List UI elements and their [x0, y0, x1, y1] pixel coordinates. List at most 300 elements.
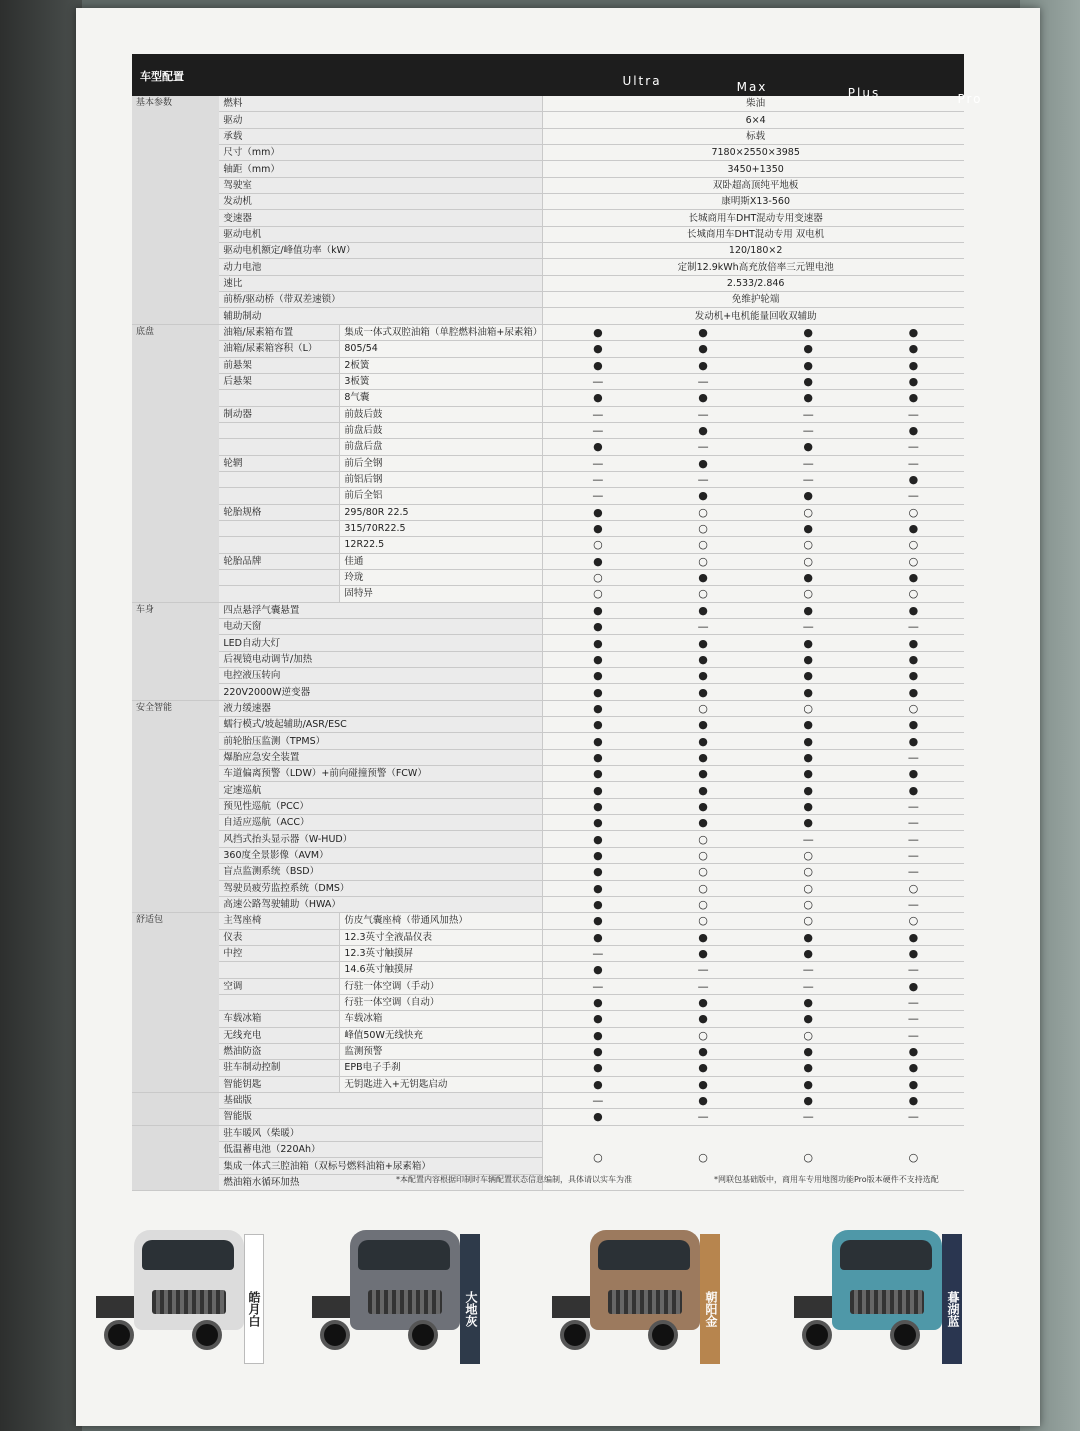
table-row — [132, 439, 964, 455]
table-row — [132, 275, 964, 291]
table-row — [132, 798, 964, 814]
config-item: 车道偏离预警（LDW）+前向碰撞预警（FCW） — [219, 766, 542, 782]
availability-mark-pro: ● — [859, 373, 964, 389]
table-row — [132, 896, 964, 912]
availability-mark-pro: — — [859, 815, 964, 831]
param-value: 康明斯X13-560 — [543, 194, 964, 210]
availability-mark-ultra: ● — [543, 390, 649, 406]
availability-mark-ultra: ● — [543, 635, 649, 651]
availability-mark-ultra: ● — [543, 880, 649, 896]
truck-grille — [850, 1290, 924, 1314]
param-name: 变速器 — [219, 210, 542, 226]
availability-mark-plus: ● — [754, 798, 859, 814]
availability-mark-plus: ● — [754, 569, 859, 585]
availability-mark-ultra: ● — [543, 700, 649, 716]
table-row — [132, 651, 964, 667]
availability-mark-pro: — — [859, 455, 964, 471]
config-item: 220V2000W逆变器 — [219, 684, 542, 700]
availability-mark-max: — — [649, 962, 754, 978]
availability-mark-max: — — [649, 1109, 754, 1125]
availability-mark-plus: ○ — [754, 586, 859, 602]
availability-mark-max: ● — [649, 1076, 754, 1092]
availability-mark-max: — — [649, 439, 754, 455]
availability-mark-max: ● — [649, 1060, 754, 1076]
table-row — [132, 553, 964, 569]
availability-mark-plus: ● — [754, 1043, 859, 1059]
table-row — [132, 145, 964, 161]
config-group — [219, 569, 340, 585]
availability-mark-pro: ● — [859, 357, 964, 373]
availability-mark-ultra: — — [543, 488, 649, 504]
color-name-label: 暮湖蓝 — [942, 1234, 962, 1364]
availability-mark-plus: — — [754, 1109, 859, 1125]
table-row — [132, 504, 964, 520]
config-item: 爆胎应急安全装置 — [219, 749, 542, 765]
availability-mark-ultra: ● — [543, 929, 649, 945]
config-option: 车载冰箱 — [340, 1011, 543, 1027]
table-row — [132, 537, 964, 553]
availability-mark-pro: — — [859, 847, 964, 863]
availability-mark-max: ● — [649, 422, 754, 438]
availability-mark-plus: ● — [754, 602, 859, 618]
availability-mark-max: ○ — [649, 880, 754, 896]
availability-mark-plus: ● — [754, 324, 859, 340]
table-row — [132, 684, 964, 700]
config-item: 电动天窗 — [219, 619, 542, 635]
availability-mark-plus: ● — [754, 945, 859, 961]
param-value: 7180×2550×3985 — [543, 145, 964, 161]
table-row — [132, 308, 964, 324]
availability-mark-ultra: — — [543, 373, 649, 389]
availability-mark-max: ○ — [649, 1027, 754, 1043]
param-value: 6×4 — [543, 112, 964, 128]
availability-mark-ultra: ● — [543, 749, 649, 765]
availability-mark-pro: — — [859, 962, 964, 978]
table-row — [132, 96, 964, 112]
availability-mark-plus: ● — [754, 782, 859, 798]
availability-mark-ultra: ● — [543, 717, 649, 733]
table-row — [132, 700, 964, 716]
truck-grille — [608, 1290, 682, 1314]
availability-mark-pro: ● — [859, 766, 964, 782]
availability-mark-ultra: ● — [543, 520, 649, 536]
availability-mark-pro: ● — [859, 422, 964, 438]
availability-mark-ultra: ● — [543, 684, 649, 700]
availability-mark-plus: ● — [754, 815, 859, 831]
availability-mark-pro: — — [859, 749, 964, 765]
availability-mark-pro: ● — [859, 668, 964, 684]
table-row — [132, 324, 964, 340]
availability-mark-pro: — — [859, 439, 964, 455]
model-ultra: Ultra — [622, 74, 662, 88]
truck-windshield — [598, 1240, 690, 1270]
availability-mark-max: ● — [649, 488, 754, 504]
model-pro: Pro — [957, 92, 983, 106]
availability-mark-ultra: ● — [543, 864, 649, 880]
param-value: 标载 — [543, 128, 964, 144]
availability-mark-ultra: ○ — [543, 1125, 649, 1190]
availability-mark-plus: ● — [754, 766, 859, 782]
config-group: 油箱/尿素箱布置 — [219, 324, 340, 340]
config-option: 玲珑 — [340, 569, 543, 585]
config-item: 基础版 — [219, 1092, 542, 1108]
config-item: 风挡式抬头显示器（W-HUD） — [219, 831, 542, 847]
config-group: 驻车制动控制 — [219, 1060, 340, 1076]
config-option: 3板簧 — [340, 373, 543, 389]
availability-mark-pro: — — [859, 406, 964, 422]
optional-item: 低温蓄电池（220Ah） — [219, 1142, 542, 1158]
availability-mark-ultra: ● — [543, 668, 649, 684]
param-value: 长城商用车DHT混动专用 双电机 — [543, 226, 964, 242]
table-row — [132, 1125, 964, 1141]
availability-mark-pro: — — [859, 994, 964, 1010]
table-row — [132, 994, 964, 1010]
config-option: 佳通 — [340, 553, 543, 569]
truck-wheel — [104, 1320, 134, 1350]
optional-item: 集成一体式三腔油箱（双标号燃料油箱+尿素箱） — [219, 1158, 542, 1174]
config-option: 前盘后鼓 — [340, 422, 543, 438]
availability-mark-plus: ○ — [754, 504, 859, 520]
availability-mark-ultra: ● — [543, 439, 649, 455]
config-group: 轮辋 — [219, 455, 340, 471]
availability-mark-ultra: ● — [543, 1060, 649, 1076]
availability-mark-ultra: ○ — [543, 537, 649, 553]
table-row — [132, 569, 964, 585]
table-row — [132, 864, 964, 880]
availability-mark-pro: ○ — [859, 700, 964, 716]
availability-mark-max: ○ — [649, 553, 754, 569]
truck-wheel — [408, 1320, 438, 1350]
table-row — [132, 733, 964, 749]
param-name: 承载 — [219, 128, 542, 144]
availability-mark-plus: — — [754, 455, 859, 471]
config-option: 2板簧 — [340, 357, 543, 373]
availability-mark-max: ○ — [649, 896, 754, 912]
availability-mark-max: ○ — [649, 847, 754, 863]
truck-cab — [832, 1230, 942, 1330]
availability-mark-plus: — — [754, 422, 859, 438]
table-row — [132, 455, 964, 471]
param-name: 驾驶室 — [219, 177, 542, 193]
availability-mark-plus: ○ — [754, 553, 859, 569]
availability-mark-ultra: ● — [543, 324, 649, 340]
param-value: 定制12.9kWh高充放倍率三元锂电池 — [543, 259, 964, 275]
param-name: 驱动电机 — [219, 226, 542, 242]
config-item: 预见性巡航（PCC） — [219, 798, 542, 814]
color-name-label: 大地灰 — [460, 1234, 480, 1364]
config-option: 固特异 — [340, 586, 543, 602]
param-value: 120/180×2 — [543, 243, 964, 259]
config-group — [219, 422, 340, 438]
table-row — [132, 602, 964, 618]
section-label: 底盘 — [132, 324, 219, 602]
config-group: 油箱/尿素箱容积（L） — [219, 341, 340, 357]
table-row — [132, 635, 964, 651]
availability-mark-max: ○ — [649, 864, 754, 880]
availability-mark-max: ○ — [649, 520, 754, 536]
availability-mark-max: ● — [649, 390, 754, 406]
availability-mark-max: ● — [649, 749, 754, 765]
availability-mark-max: — — [649, 978, 754, 994]
availability-mark-ultra: ○ — [543, 586, 649, 602]
availability-mark-max: ○ — [649, 913, 754, 929]
config-option: 监测预警 — [340, 1043, 543, 1059]
param-value: 柴油 — [543, 96, 964, 112]
availability-mark-pro: ● — [859, 602, 964, 618]
config-item: 盲点监测系统（BSD） — [219, 864, 542, 880]
config-option: 行驻一体空调（手动） — [340, 978, 543, 994]
config-item: 后视镜电动调节/加热 — [219, 651, 542, 667]
availability-mark-plus: — — [754, 831, 859, 847]
availability-mark-max: ● — [649, 1043, 754, 1059]
availability-mark-plus: ○ — [754, 1027, 859, 1043]
table-row — [132, 226, 964, 242]
availability-mark-pro: ● — [859, 651, 964, 667]
param-value: 3450+1350 — [543, 161, 964, 177]
availability-mark-max: ● — [649, 782, 754, 798]
availability-mark-plus: ● — [754, 1060, 859, 1076]
availability-mark-plus: ● — [754, 1011, 859, 1027]
param-value: 2.533/2.846 — [543, 275, 964, 291]
availability-mark-plus: ○ — [754, 913, 859, 929]
config-option: 12.3英寸触摸屏 — [340, 945, 543, 961]
availability-mark-ultra: ● — [543, 733, 649, 749]
table-row — [132, 422, 964, 438]
truck-image — [312, 1216, 464, 1356]
table-row — [132, 488, 964, 504]
availability-mark-ultra: ● — [543, 651, 649, 667]
availability-mark-pro: ● — [859, 733, 964, 749]
truck-image — [96, 1216, 248, 1356]
config-group: 无线充电 — [219, 1027, 340, 1043]
table-row — [132, 1076, 964, 1092]
availability-mark-pro: — — [859, 1109, 964, 1125]
config-option: 14.6英寸触摸屏 — [340, 962, 543, 978]
model-plus: Plus — [847, 86, 881, 100]
config-option: 295/80R 22.5 — [340, 504, 543, 520]
availability-mark-pro: ● — [859, 569, 964, 585]
table-row — [132, 243, 964, 259]
availability-mark-ultra: ● — [543, 357, 649, 373]
table-row — [132, 1060, 964, 1076]
availability-mark-pro: ● — [859, 1076, 964, 1092]
availability-mark-pro: ○ — [859, 1125, 964, 1190]
availability-mark-ultra: ● — [543, 341, 649, 357]
config-item: 电控液压转向 — [219, 668, 542, 684]
config-option: 前铝后钢 — [340, 471, 543, 487]
section-label: 安全智能 — [132, 700, 219, 912]
table-row — [132, 831, 964, 847]
availability-mark-pro: ● — [859, 782, 964, 798]
availability-mark-max: — — [649, 619, 754, 635]
availability-mark-plus: ● — [754, 390, 859, 406]
param-name: 燃料 — [219, 96, 542, 112]
truck-windshield — [840, 1240, 932, 1270]
truck-cab — [590, 1230, 700, 1330]
availability-mark-pro: ● — [859, 978, 964, 994]
availability-mark-plus: ● — [754, 929, 859, 945]
table-row — [132, 929, 964, 945]
config-item: 四点悬浮气囊悬置 — [219, 602, 542, 618]
availability-mark-pro: — — [859, 864, 964, 880]
availability-mark-plus: ● — [754, 684, 859, 700]
config-group: 轮胎品牌 — [219, 553, 340, 569]
truck-windshield — [142, 1240, 234, 1270]
availability-mark-ultra: ● — [543, 782, 649, 798]
availability-mark-ultra: ● — [543, 766, 649, 782]
availability-mark-plus: — — [754, 406, 859, 422]
table-row — [132, 619, 964, 635]
config-item: 智能版 — [219, 1109, 542, 1125]
availability-mark-ultra: ● — [543, 1011, 649, 1027]
availability-mark-plus: ○ — [754, 847, 859, 863]
availability-mark-plus: ● — [754, 994, 859, 1010]
table-row — [132, 945, 964, 961]
truck-wheel — [648, 1320, 678, 1350]
table-row — [132, 1092, 964, 1108]
availability-mark-max: ● — [649, 945, 754, 961]
table-row — [132, 962, 964, 978]
param-name: 速比 — [219, 275, 542, 291]
table-row — [132, 749, 964, 765]
param-value: 双卧超高顶纯平地板 — [543, 177, 964, 193]
availability-mark-ultra: — — [543, 471, 649, 487]
section-label: 车身 — [132, 602, 219, 700]
brochure-page — [76, 8, 1040, 1426]
config-group: 车载冰箱 — [219, 1011, 340, 1027]
table-row — [132, 194, 964, 210]
table-row — [132, 341, 964, 357]
table-row — [132, 586, 964, 602]
config-group — [219, 962, 340, 978]
config-item: 自适应巡航（ACC） — [219, 815, 542, 831]
availability-mark-pro: — — [859, 798, 964, 814]
config-group: 空调 — [219, 978, 340, 994]
availability-mark-max: ● — [649, 651, 754, 667]
truck-image — [794, 1216, 946, 1356]
table-row — [132, 471, 964, 487]
truck-wheel — [320, 1320, 350, 1350]
table-row — [132, 357, 964, 373]
table-row — [132, 292, 964, 308]
note-1: *本配置内容根据印制时车辆配置状态信息编制，具体请以实车为准 — [396, 1175, 632, 1184]
availability-mark-plus: ● — [754, 373, 859, 389]
note-2: *网联包基础版中，商用车专用地图功能Pro版本硬件不支持选配 — [714, 1175, 939, 1184]
availability-mark-plus: ○ — [754, 880, 859, 896]
availability-mark-pro: ○ — [859, 880, 964, 896]
color-name-label: 朝阳金 — [700, 1234, 720, 1364]
availability-mark-ultra: — — [543, 1092, 649, 1108]
availability-mark-ultra: ● — [543, 994, 649, 1010]
availability-mark-max: ● — [649, 929, 754, 945]
truck-image — [552, 1216, 704, 1356]
availability-mark-plus: ○ — [754, 896, 859, 912]
availability-mark-max: ○ — [649, 700, 754, 716]
table-row — [132, 913, 964, 929]
param-name: 动力电池 — [219, 259, 542, 275]
availability-mark-plus: — — [754, 471, 859, 487]
availability-mark-ultra: ● — [543, 553, 649, 569]
table-row — [132, 210, 964, 226]
availability-mark-plus: ● — [754, 357, 859, 373]
table-row — [132, 782, 964, 798]
config-group — [219, 390, 340, 406]
availability-mark-ultra: ● — [543, 619, 649, 635]
availability-mark-pro: ○ — [859, 913, 964, 929]
availability-mark-max: ● — [649, 766, 754, 782]
availability-mark-plus: ○ — [754, 537, 859, 553]
availability-mark-ultra: ○ — [543, 569, 649, 585]
config-option: 805/54 — [340, 341, 543, 357]
table-row — [132, 373, 964, 389]
availability-mark-plus: ● — [754, 1092, 859, 1108]
truck-grille — [368, 1290, 442, 1314]
config-group — [219, 520, 340, 536]
table-row — [132, 1027, 964, 1043]
truck-wheel — [802, 1320, 832, 1350]
availability-mark-ultra: ● — [543, 913, 649, 929]
availability-mark-pro: ● — [859, 471, 964, 487]
availability-mark-plus: ○ — [754, 1125, 859, 1190]
availability-mark-max: — — [649, 406, 754, 422]
availability-mark-max: ● — [649, 324, 754, 340]
config-item: LED自动大灯 — [219, 635, 542, 651]
spec-table — [132, 96, 964, 1191]
availability-mark-max: ● — [649, 455, 754, 471]
config-option: 12.3英寸全液晶仪表 — [340, 929, 543, 945]
availability-mark-max: ● — [649, 684, 754, 700]
config-group — [219, 994, 340, 1010]
availability-mark-plus: ● — [754, 1076, 859, 1092]
availability-mark-pro: ● — [859, 324, 964, 340]
availability-mark-max: ● — [649, 668, 754, 684]
availability-mark-pro: — — [859, 619, 964, 635]
section-label — [132, 1092, 219, 1125]
section-label: 基本参数 — [132, 96, 219, 324]
config-item: 高速公路驾驶辅助（HWA） — [219, 896, 542, 912]
availability-mark-max: ● — [649, 341, 754, 357]
availability-mark-max: ● — [649, 733, 754, 749]
optional-item: 燃油箱水循环加热 — [219, 1174, 542, 1190]
availability-mark-ultra: ● — [543, 1109, 649, 1125]
truck-grille — [152, 1290, 226, 1314]
availability-mark-ultra: ● — [543, 602, 649, 618]
table-row — [132, 406, 964, 422]
availability-mark-pro: ● — [859, 945, 964, 961]
config-option: 前盘后盘 — [340, 439, 543, 455]
availability-mark-ultra: ● — [543, 847, 649, 863]
availability-mark-ultra: — — [543, 406, 649, 422]
table-row — [132, 847, 964, 863]
availability-mark-max: ● — [649, 798, 754, 814]
param-value: 免维护轮端 — [543, 292, 964, 308]
availability-mark-plus: ● — [754, 651, 859, 667]
config-item: 驾驶员疲劳监控系统（DMS） — [219, 880, 542, 896]
config-group: 后悬架 — [219, 373, 340, 389]
availability-mark-plus: — — [754, 619, 859, 635]
availability-mark-ultra: — — [543, 945, 649, 961]
availability-mark-plus: — — [754, 962, 859, 978]
availability-mark-plus: ● — [754, 635, 859, 651]
availability-mark-max: ● — [649, 1011, 754, 1027]
config-item: 定速巡航 — [219, 782, 542, 798]
availability-mark-ultra: ● — [543, 504, 649, 520]
section-label: 舒适包 — [132, 913, 219, 1093]
config-group: 制动器 — [219, 406, 340, 422]
table-row — [132, 112, 964, 128]
table-row — [132, 259, 964, 275]
table-row — [132, 128, 964, 144]
